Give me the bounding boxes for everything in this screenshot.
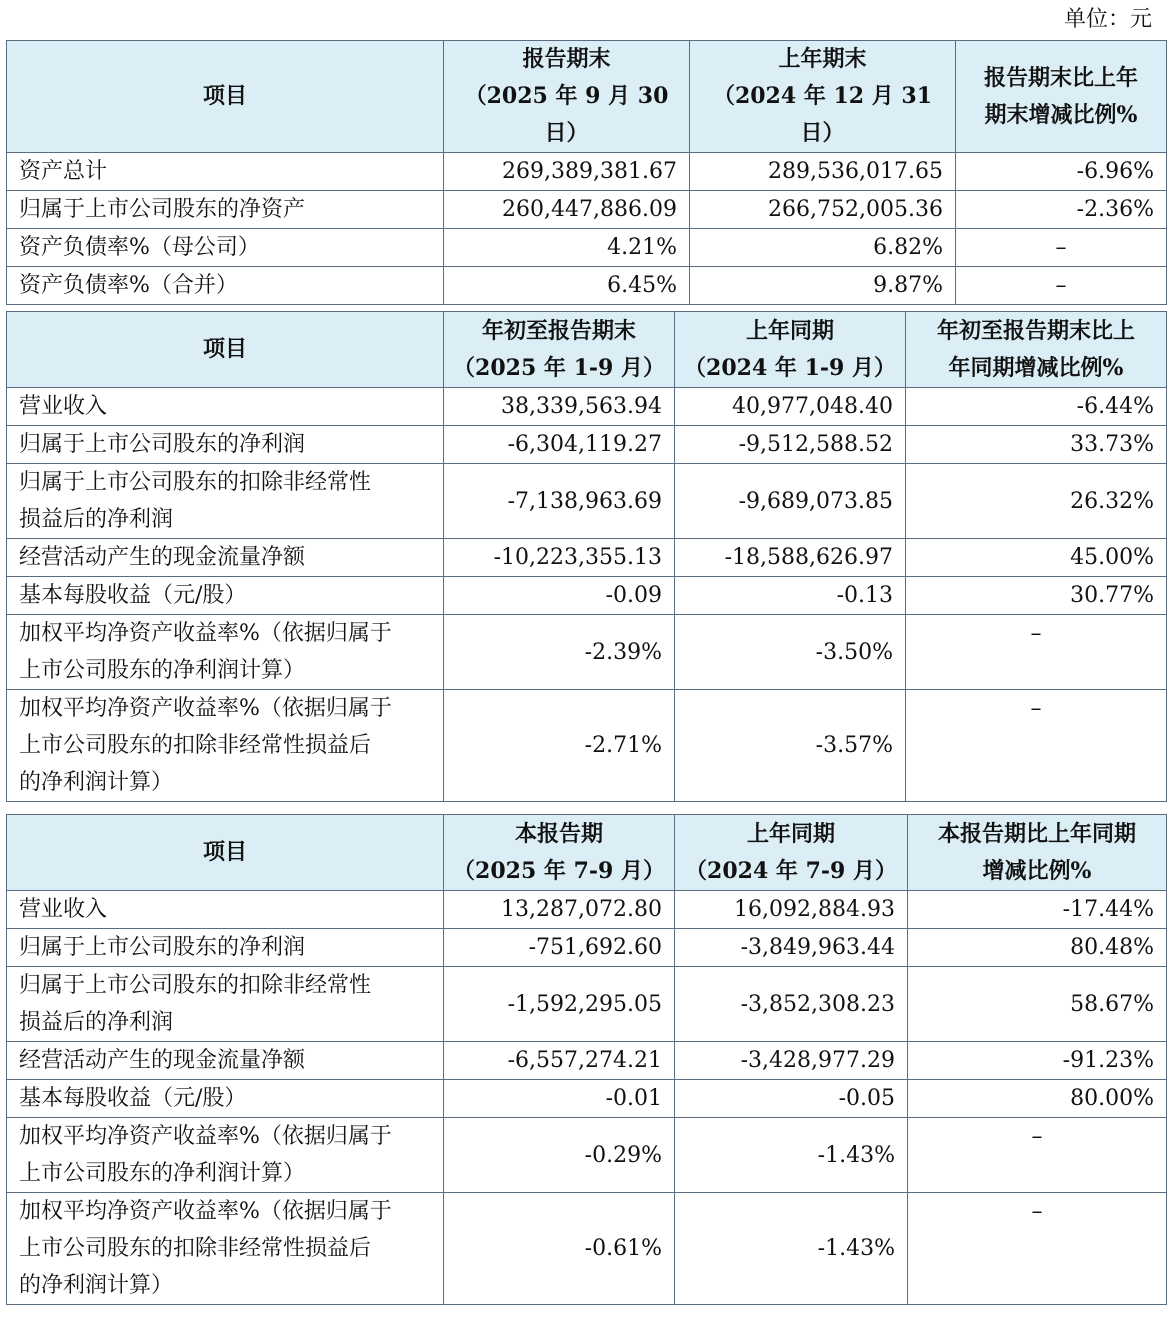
cell-change-pct: -6.96%: [956, 153, 1167, 191]
cell-prior-year-end: 266,752,005.36: [690, 191, 956, 229]
row-label: 归属于上市公司股东的净利润: [7, 426, 444, 464]
cell-quarter: -0.61%: [444, 1193, 675, 1305]
cell-period-end: 4.21%: [444, 229, 690, 267]
cell-change-pct: –: [908, 1118, 1167, 1193]
table-row: [7, 615, 1167, 690]
cell-prior-period: -3,428,977.29: [675, 1042, 908, 1080]
table-row: [7, 929, 1167, 967]
cell-period-end: 6.45%: [444, 267, 690, 305]
header-col2: 上年同期 （2024 年 7-9 月）: [675, 815, 908, 891]
row-label: 资产负债率%（母公司）: [7, 229, 444, 267]
header-item: 项目: [7, 312, 444, 388]
cell-ytd: 38,339,563.94: [444, 388, 675, 426]
row-label: 基本每股收益（元/股）: [7, 1080, 444, 1118]
row-label: 资产总计: [7, 153, 444, 191]
cell-change-pct: 26.32%: [906, 464, 1167, 539]
cell-change-pct: 33.73%: [906, 426, 1167, 464]
header-col2: 上年同期 （2024 年 1-9 月）: [675, 312, 906, 388]
row-label: 归属于上市公司股东的净利润: [7, 929, 444, 967]
cell-prior-period: -0.05: [675, 1080, 908, 1118]
cell-ytd: -6,304,119.27: [444, 426, 675, 464]
table-row: [7, 388, 1167, 426]
cell-ytd: -2.39%: [444, 615, 675, 690]
cell-ytd: -10,223,355.13: [444, 539, 675, 577]
cell-prior-period: 40,977,048.40: [675, 388, 906, 426]
header-col2: 上年期末 （2024 年 12 月 31 日）: [690, 41, 956, 153]
balance-summary-table: [6, 40, 1167, 305]
cell-change-pct: –: [908, 1193, 1167, 1305]
cell-prior-period: -9,689,073.85: [675, 464, 906, 539]
cell-quarter: -0.29%: [444, 1118, 675, 1193]
header-col3: 报告期末比上年 期末增减比例%: [956, 41, 1167, 153]
table-row: [7, 153, 1167, 191]
header-col1: 年初至报告期末 （2025 年 1-9 月）: [444, 312, 675, 388]
cell-period-end: 269,389,381.67: [444, 153, 690, 191]
row-label: 归属于上市公司股东的扣除非经常性 损益后的净利润: [7, 967, 444, 1042]
cell-change-pct: –: [956, 229, 1167, 267]
unit-label: 单位：元: [1063, 7, 1152, 32]
cell-period-end: 260,447,886.09: [444, 191, 690, 229]
table-row: [7, 967, 1167, 1042]
row-label: 加权平均净资产收益率%（依据归属于 上市公司股东的扣除非经常性损益后 的净利润计算）: [7, 690, 444, 802]
header-col3: 年初至报告期末比上 年同期增减比例%: [906, 312, 1167, 388]
cell-prior-period: -18,588,626.97: [675, 539, 906, 577]
table-row: [7, 1080, 1167, 1118]
cell-change-pct: -2.36%: [956, 191, 1167, 229]
header-col1: 本报告期 （2025 年 7-9 月）: [444, 815, 675, 891]
table-header-row: [7, 312, 1167, 388]
header-col3: 本报告期比上年同期 增减比例%: [908, 815, 1167, 891]
header-item: 项目: [7, 41, 444, 153]
cell-quarter: -1,592,295.05: [444, 967, 675, 1042]
row-label: 营业收入: [7, 891, 444, 929]
cell-prior-year-end: 6.82%: [690, 229, 956, 267]
row-label: 加权平均净资产收益率%（依据归属于 上市公司股东的扣除非经常性损益后 的净利润计算）: [7, 1193, 444, 1305]
cell-change-pct: -6.44%: [906, 388, 1167, 426]
table-header-row: [7, 815, 1167, 891]
cell-quarter: -0.01: [444, 1080, 675, 1118]
header-col1: 报告期末 （2025 年 9 月 30 日）: [444, 41, 690, 153]
row-label: 基本每股收益（元/股）: [7, 577, 444, 615]
cell-prior-period: -1.43%: [675, 1118, 908, 1193]
cell-quarter: -6,557,274.21: [444, 1042, 675, 1080]
table-row: [7, 426, 1167, 464]
row-label: 加权平均净资产收益率%（依据归属于 上市公司股东的净利润计算）: [7, 615, 444, 690]
cell-change-pct: –: [956, 267, 1167, 305]
cell-prior-period: -3.57%: [675, 690, 906, 802]
ytd-income-table: [6, 311, 1167, 802]
table-row: [7, 191, 1167, 229]
table-row: [7, 577, 1167, 615]
row-label: 归属于上市公司股东的净资产: [7, 191, 444, 229]
cell-change-pct: –: [906, 615, 1167, 690]
table-row: [7, 1193, 1167, 1305]
table-row: [7, 229, 1167, 267]
cell-change-pct: -91.23%: [908, 1042, 1167, 1080]
quarter-income-table: [6, 814, 1167, 1305]
cell-prior-year-end: 289,536,017.65: [690, 153, 956, 191]
row-label: 经营活动产生的现金流量净额: [7, 539, 444, 577]
cell-prior-period: -3,849,963.44: [675, 929, 908, 967]
cell-prior-period: 16,092,884.93: [675, 891, 908, 929]
row-label: 加权平均净资产收益率%（依据归属于 上市公司股东的净利润计算）: [7, 1118, 444, 1193]
cell-prior-year-end: 9.87%: [690, 267, 956, 305]
cell-prior-period: -3,852,308.23: [675, 967, 908, 1042]
cell-change-pct: –: [906, 690, 1167, 802]
header-item: 项目: [7, 815, 444, 891]
table-row: [7, 1118, 1167, 1193]
cell-ytd: -7,138,963.69: [444, 464, 675, 539]
table-header-row: [7, 41, 1167, 153]
row-label: 资产负债率%（合并）: [7, 267, 444, 305]
table-row: [7, 690, 1167, 802]
table-row: [7, 267, 1167, 305]
cell-prior-period: -3.50%: [675, 615, 906, 690]
table-row: [7, 539, 1167, 577]
cell-quarter: 13,287,072.80: [444, 891, 675, 929]
row-label: 营业收入: [7, 388, 444, 426]
cell-prior-period: -0.13: [675, 577, 906, 615]
table-row: [7, 1042, 1167, 1080]
cell-quarter: -751,692.60: [444, 929, 675, 967]
table-row: [7, 891, 1167, 929]
cell-change-pct: 80.48%: [908, 929, 1167, 967]
cell-change-pct: 58.67%: [908, 967, 1167, 1042]
cell-change-pct: -17.44%: [908, 891, 1167, 929]
row-label: 归属于上市公司股东的扣除非经常性 损益后的净利润: [7, 464, 444, 539]
cell-change-pct: 30.77%: [906, 577, 1167, 615]
cell-prior-period: -1.43%: [675, 1193, 908, 1305]
cell-ytd: -2.71%: [444, 690, 675, 802]
cell-ytd: -0.09: [444, 577, 675, 615]
row-label: 经营活动产生的现金流量净额: [7, 1042, 444, 1080]
cell-prior-period: -9,512,588.52: [675, 426, 906, 464]
cell-change-pct: 45.00%: [906, 539, 1167, 577]
table-row: [7, 464, 1167, 539]
cell-change-pct: 80.00%: [908, 1080, 1167, 1118]
